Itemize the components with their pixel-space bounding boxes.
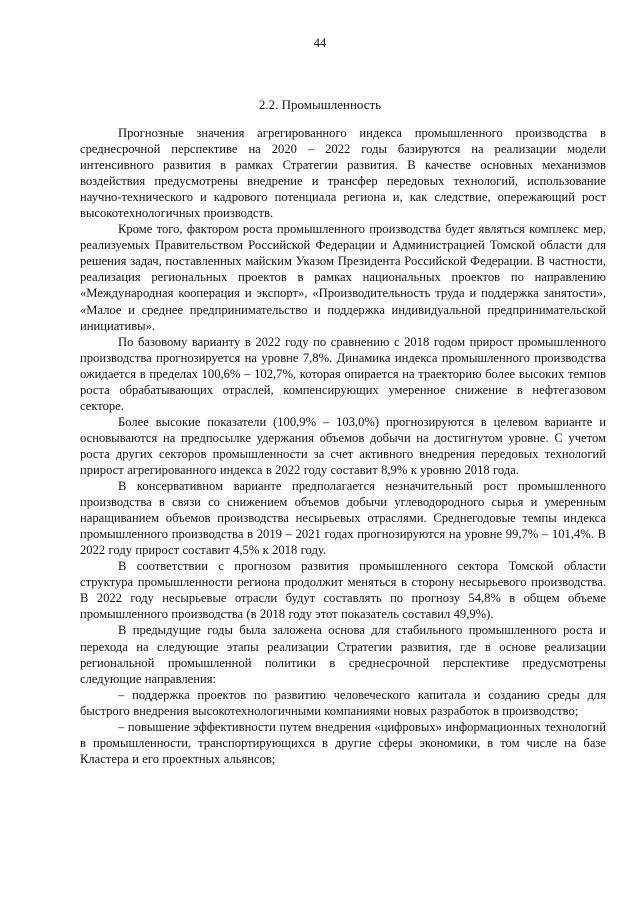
paragraph-base-variant: По базовому варианту в 2022 году по сравнению с 2018 годом прирост промышленного производства прогнозируется на уровне 7,8%. Динамика индекса промышленного производства ожидается в пределах 100,6% – 102,7%, которая опирается на траекторию более высоких темпов роста обрабатывающих отраслей, компенсирующих умеренное снижение в нефтегазовом секторе. (80, 334, 606, 413)
body-text (80, 125, 606, 767)
paragraph-policy-directions: В предыдущие годы была заложена основа для стабильного промышленного роста и перехода на следующие этапы реализации Стратегии развития, где в основе реализации региональной промышленной политики в среднесрочной перспективе предусмотрены следующие направления: (80, 623, 606, 686)
paragraph-intro: Прогнозные значения агрегированного индекса промышленного производства в среднесрочной перспективе на 2020 – 2022 годы базируются на реализации модели интенсивного развития в рамках Стратегии развития. В качестве основных механизмов воздействия предусмотрены внедрение и трансфер передовых технологий, использование научно-технического и кадрового потенциала региона и, как следствие, опережающий рост высокотехнологичных производств. (80, 126, 606, 221)
section-title: 2.2. Промышленность (258, 97, 382, 112)
paragraph-growth-factors: Кроме того, фактором роста промышленного производства будет являться комплекс мер, реализуемых Правительством Российской Федерации и Администрацией Томской области для решения задач, поставленных майским Указом Президента Российской Федерации. В частности, реализация региональных проектов в рамках национальных проектов по направлению «Международная кооперация и экспорт», «Производительность труда и поддержка занятости», «Малое и среднее предпринимательство и поддержка индивидуальной предпринимательской инициативы». (80, 222, 606, 333)
paragraph-conservative-variant: В консервативном варианте предполагается незначительный рост промышленного производства в связи со снижением объемов добычи углеводородного сырья и умеренным наращиванием объемов производства несырьевых отраслями. Среднегодовые темпы индекса промышленного производства в 2019 – 2021 годах прогнозируются на уровне 99,7% – 101,4%. В 2022 году прирост составит 4,5% к 2018 году. (80, 479, 606, 558)
page-number: 44 (313, 36, 327, 50)
paragraph-industry-structure: В соответствии с прогнозом развития промышленного сектора Томской области структура промышленности региона продолжит меняться в сторону несырьевого производства. В 2022 году несырьевые отрасли будут составлять по прогнозу 54,8% в общем объеме промышленного производства (в 2018 году этот показатель составил 49,9%). (80, 559, 606, 622)
list-item-digital-technologies: – повышение эффективности путем внедрения «цифровых» информационных технологий в промышленности, транспортирующихся в другие сферы экономики, в том числе на базе Кластера и его проектных альянсов; (80, 719, 606, 766)
paragraph-target-variant: Более высокие показатели (100,9% – 103,0%) прогнозируются в целевом варианте и основываются на предпосылке удержания объемов добычи на достигнутом уровне. С учетом роста других секторов промышленности за счет активного внедрения передовых технологий прирост агрегированного индекса в 2022 году составит 8,9% к уровню 2018 года. (80, 414, 606, 477)
list-item-human-capital: – поддержка проектов по развитию человеческого капитала и созданию среды для быстрого внедрения высокотехнологичными компаниями новых разработок в производство; (80, 687, 606, 718)
